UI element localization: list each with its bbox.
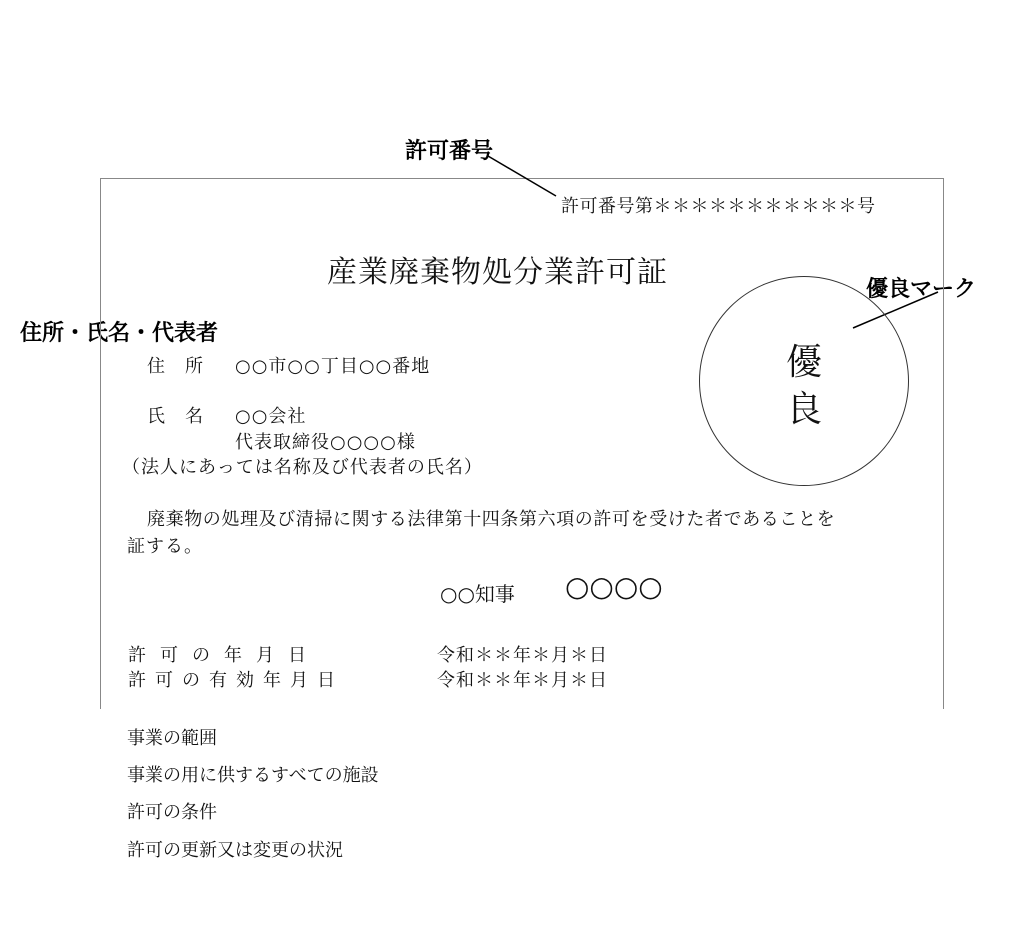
corporate-note: （法人にあっては名称及び代表者の氏名） bbox=[122, 457, 483, 478]
permit-number-line: 許可番号第＊＊＊＊＊＊＊＊＊＊＊号 bbox=[561, 196, 876, 217]
name-label: 氏 名 bbox=[147, 406, 204, 427]
section-item: 許可の更新又は変更の状況 bbox=[127, 840, 343, 861]
excellent-mark-seal bbox=[699, 276, 909, 486]
certificate-title: 産業廃棄物処分業許可証 bbox=[327, 255, 668, 290]
body-text-line1: 廃棄物の処理及び清掃に関する法律第十四条第六項の許可を受けた者であることを bbox=[147, 509, 836, 530]
permit-date-label: 許可の年月日 bbox=[128, 645, 320, 666]
callout-address-name: 住所・氏名・代表者 bbox=[20, 321, 219, 346]
seal-char-1: 優 bbox=[785, 342, 822, 383]
permit-number-leader bbox=[488, 156, 556, 196]
seal-char-2: 良 bbox=[785, 389, 822, 430]
governor-title: ○○知事 bbox=[440, 582, 515, 606]
name-value: ○○会社 bbox=[235, 406, 307, 427]
representative: 代表取締役○○○○様 bbox=[235, 432, 416, 453]
address-label: 住 所 bbox=[147, 356, 204, 377]
section-item: 事業の用に供するすべての施設 bbox=[127, 765, 379, 786]
permit-date-value: 令和＊＊年＊月＊日 bbox=[437, 645, 608, 666]
valid-until-label: 許可の有効年月日 bbox=[128, 670, 344, 691]
valid-until-value: 令和＊＊年＊月＊日 bbox=[437, 670, 608, 691]
section-item: 事業の範囲 bbox=[127, 728, 217, 749]
callout-excellent-mark: 優良マーク bbox=[866, 277, 977, 302]
governor-name: ○○○○ bbox=[565, 570, 663, 603]
body-text-line2: 証する。 bbox=[127, 536, 203, 557]
callout-permit-number: 許可番号 bbox=[405, 139, 494, 164]
address-value: ○○市○○丁目○○番地 bbox=[235, 356, 431, 377]
section-item: 許可の条件 bbox=[127, 802, 217, 823]
